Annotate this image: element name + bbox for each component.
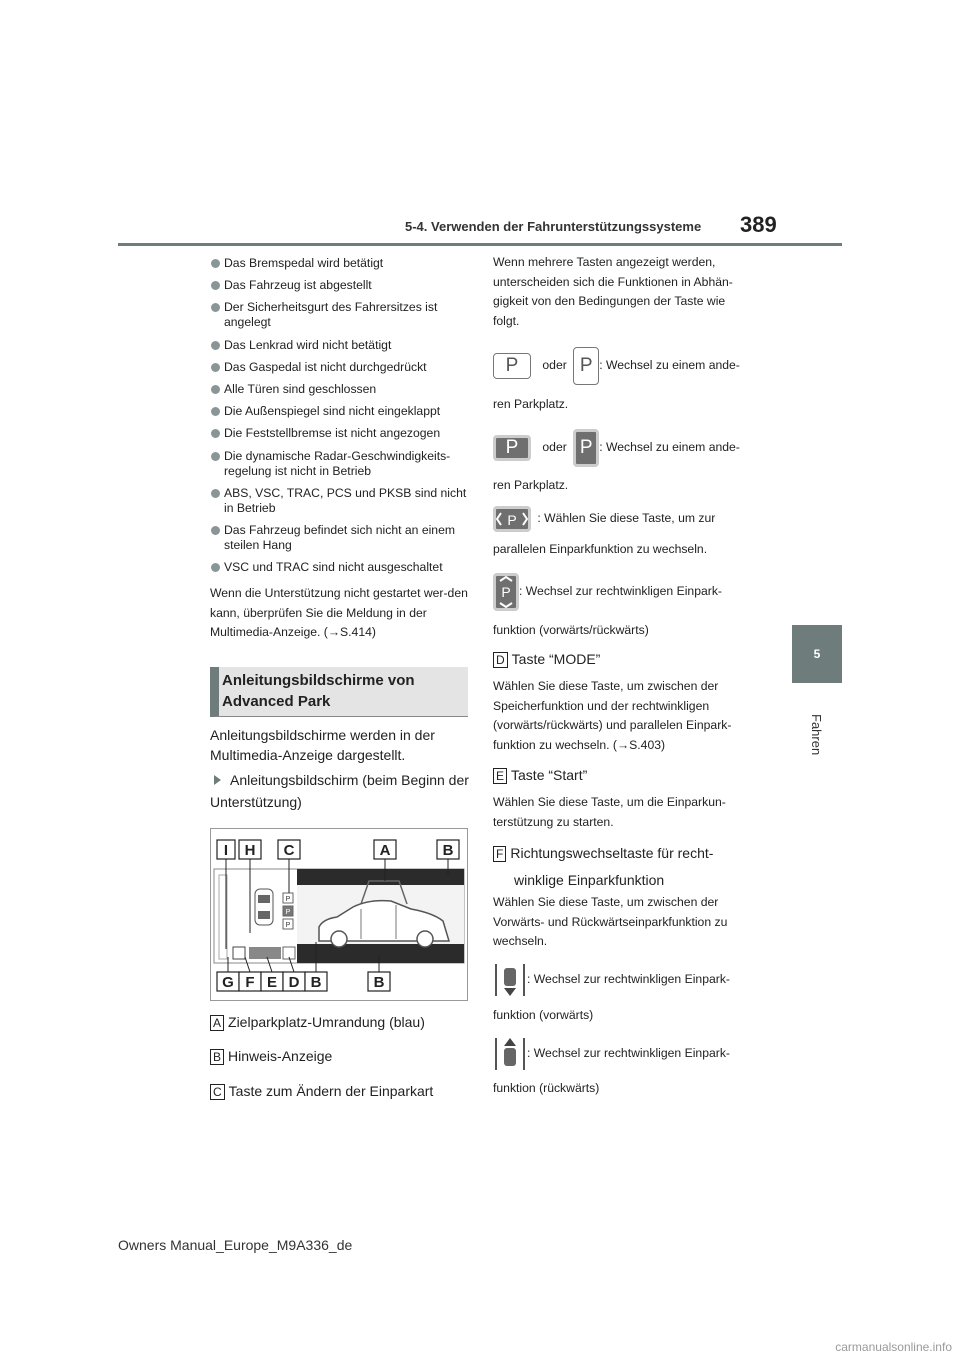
- p-button-label: P: [285, 922, 291, 929]
- forward-row: [493, 962, 763, 998]
- section-heading-box: [210, 667, 468, 717]
- legend-text: Hinweis-Anzeige: [228, 1048, 333, 1064]
- watermark: carmanualsonline.info: [835, 1340, 952, 1354]
- legend-text: Zielparkplatz-Umrandung (blau): [228, 1014, 425, 1030]
- car-wheel-rear: [417, 931, 433, 947]
- legend-key: C: [210, 1084, 225, 1100]
- p-filled-icon: P: [493, 435, 531, 461]
- item-D-heading: [493, 651, 600, 668]
- svg-text:P: P: [507, 512, 517, 528]
- section-title: 5-4. Verwenden der Fahrunterstützungssysteme: [405, 219, 702, 234]
- top-view-car-window: [258, 911, 270, 919]
- list-item: VSC und TRAC sind nicht ausgeschaltet: [210, 560, 472, 575]
- label-A: A: [379, 842, 391, 859]
- row-cont: ren Parkplatz.: [493, 397, 569, 411]
- reverse-row: [493, 1036, 763, 1072]
- row-cont: funktion (rückwärts): [493, 1081, 600, 1095]
- top-view-car-window: [258, 895, 270, 903]
- p-outline-tall-icon: P: [573, 347, 599, 385]
- list-item: Die Feststellbremse ist nicht angezogen: [210, 426, 472, 441]
- row-text: : Wechsel zur rechtwinkligen Einpark-: [527, 1046, 730, 1061]
- label-E: E: [266, 974, 278, 991]
- legend-item-B: [210, 1048, 332, 1065]
- support-note: Wenn die Unterstützung nicht gestartet wer-den kann, überprüfen Sie die Meldung in der Multimedia-Anzeige. (→S.414): [210, 586, 468, 639]
- list-item: Das Fahrzeug ist abgestellt: [210, 278, 472, 293]
- item-E-text: Wählen Sie diese Taste, um die Einparkun-terstützung zu starten.: [493, 795, 726, 829]
- list-item: Das Bremspedal wird betätigt: [210, 256, 472, 271]
- subheading-text: Anleitungsbildschirm (beim Beginn der Unterstützung): [210, 772, 469, 810]
- row-text: : Wechsel zu einem ande-: [599, 440, 740, 455]
- intro-text: Anleitungsbildschirme werden in der Multimedia-Anzeige dargestellt.: [210, 727, 435, 763]
- p-button-label: P: [285, 909, 291, 916]
- page-number: 389: [740, 212, 777, 237]
- reverse-park-icon: [493, 1036, 527, 1072]
- label-I: I: [223, 842, 229, 859]
- item-F-heading-cont: winklige Einparkfunktion: [514, 872, 665, 888]
- item-key: F: [493, 846, 506, 862]
- forward-park-icon: [493, 962, 527, 998]
- p-outline-icon: P: [493, 353, 531, 379]
- legend-key: A: [210, 1015, 224, 1031]
- p-filled-tall-icon: P: [573, 429, 599, 467]
- row-text: : Wechsel zur rechtwinkligen Einpark-: [527, 972, 730, 987]
- chapter-name: Fahren: [809, 714, 824, 756]
- label-G: G: [222, 974, 234, 991]
- label-C: C: [283, 842, 295, 859]
- oder-text: oder: [542, 440, 567, 455]
- legend-item-A: [210, 1014, 425, 1031]
- row-text: : Wechsel zu einem ande-: [599, 358, 740, 373]
- mode-icon: [233, 947, 245, 959]
- car-wheel-front: [331, 931, 347, 947]
- item-title: Taste “Start”: [511, 767, 588, 783]
- row-cont: funktion (vorwärts/rückwärts): [493, 623, 649, 637]
- list-item: Die dynamische Radar-Geschwindigkeits-regelung ist nicht in Betrieb: [210, 449, 472, 479]
- guidance-screen-figure: [210, 828, 468, 1001]
- item-D-text: Wählen Sie diese Taste, um zwischen der Speicherfunktion und der rechtwinkligen (vorwärts/rückwärts) und parallelen Einpark-funktion zu wechseln. (→S.403): [493, 679, 732, 752]
- p-row-1: [493, 347, 763, 385]
- item-F-heading: [493, 845, 713, 862]
- camera-top-bar: [297, 869, 464, 885]
- camera-bottom-bar: [297, 944, 464, 963]
- item-key: E: [493, 768, 507, 784]
- label-D: D: [288, 974, 300, 991]
- list-item: Der Sicherheitsgurt des Fahrersitzes ist angelegt: [210, 300, 472, 330]
- label-B: B: [310, 974, 322, 991]
- header-rule: [118, 243, 842, 246]
- p-row-2: [493, 429, 763, 467]
- legend-key: B: [210, 1049, 224, 1065]
- arrow-bullet-icon: [214, 775, 221, 785]
- section-heading: Anleitungsbildschirme von Advanced Park: [222, 672, 415, 710]
- oder-text: oder: [542, 358, 567, 373]
- label-H: H: [244, 842, 256, 859]
- perpendicular-park-icon: [493, 573, 519, 611]
- row-cont: parallelen Einparkfunktion zu wechseln.: [493, 542, 708, 556]
- list-item: ABS, VSC, TRAC, PCS und PKSB sind nicht in Betrieb: [210, 486, 472, 516]
- multi-button-intro: Wenn mehrere Tasten angezeigt werden, unterscheiden sich die Funktionen in Abhän-gigkeit von den Bedingungen der Taste wie folgt.: [493, 255, 733, 328]
- list-item: Das Fahrzeug befindet sich nicht an einem steilen Hang: [210, 523, 472, 553]
- list-item: Das Gaspedal ist nicht durchgedrückt: [210, 360, 472, 375]
- item-key: D: [493, 652, 508, 668]
- subheading: [210, 769, 472, 813]
- svg-text:P: P: [501, 584, 511, 600]
- label-B: B: [442, 842, 454, 859]
- row-cont: ren Parkplatz.: [493, 478, 569, 492]
- guidance-screen-illustration: [211, 829, 467, 1000]
- item-E-heading: [493, 767, 587, 784]
- footer-text: Owners Manual_Europe_M9A336_de: [118, 1237, 353, 1253]
- parallel-row: [493, 506, 763, 532]
- legend-item-C: [210, 1083, 433, 1100]
- item-F-text: Wählen Sie diese Taste, um zwischen der Vorwärts- und Rückwärtseinparkfunktion zu wechseln.: [493, 895, 728, 948]
- conditions-list: [210, 256, 472, 582]
- chapter-tab: 5: [792, 625, 842, 683]
- row-text: : Wählen Sie diese Taste, um zur: [537, 511, 716, 526]
- item-title: Richtungswechseltaste für recht-: [510, 845, 714, 861]
- list-item: Die Außenspiegel sind nicht eingeklappt: [210, 404, 472, 419]
- start-button-shape: [249, 947, 281, 959]
- parallel-park-icon: [493, 506, 531, 532]
- label-F: F: [245, 974, 255, 991]
- top-view-car: [255, 889, 273, 925]
- p-button-label: P: [285, 896, 291, 903]
- perpendicular-row: [493, 573, 763, 611]
- list-item: Das Lenkrad wird nicht betätigt: [210, 338, 472, 353]
- item-title: Taste “MODE”: [511, 651, 601, 667]
- row-text: : Wechsel zur rechtwinkligen Einpark-: [519, 584, 722, 599]
- label-B: B: [373, 974, 385, 991]
- legend-text: Taste zum Ändern der Einparkart: [228, 1083, 434, 1099]
- list-item: Alle Türen sind geschlossen: [210, 382, 472, 397]
- row-cont: funktion (vorwärts): [493, 1008, 594, 1022]
